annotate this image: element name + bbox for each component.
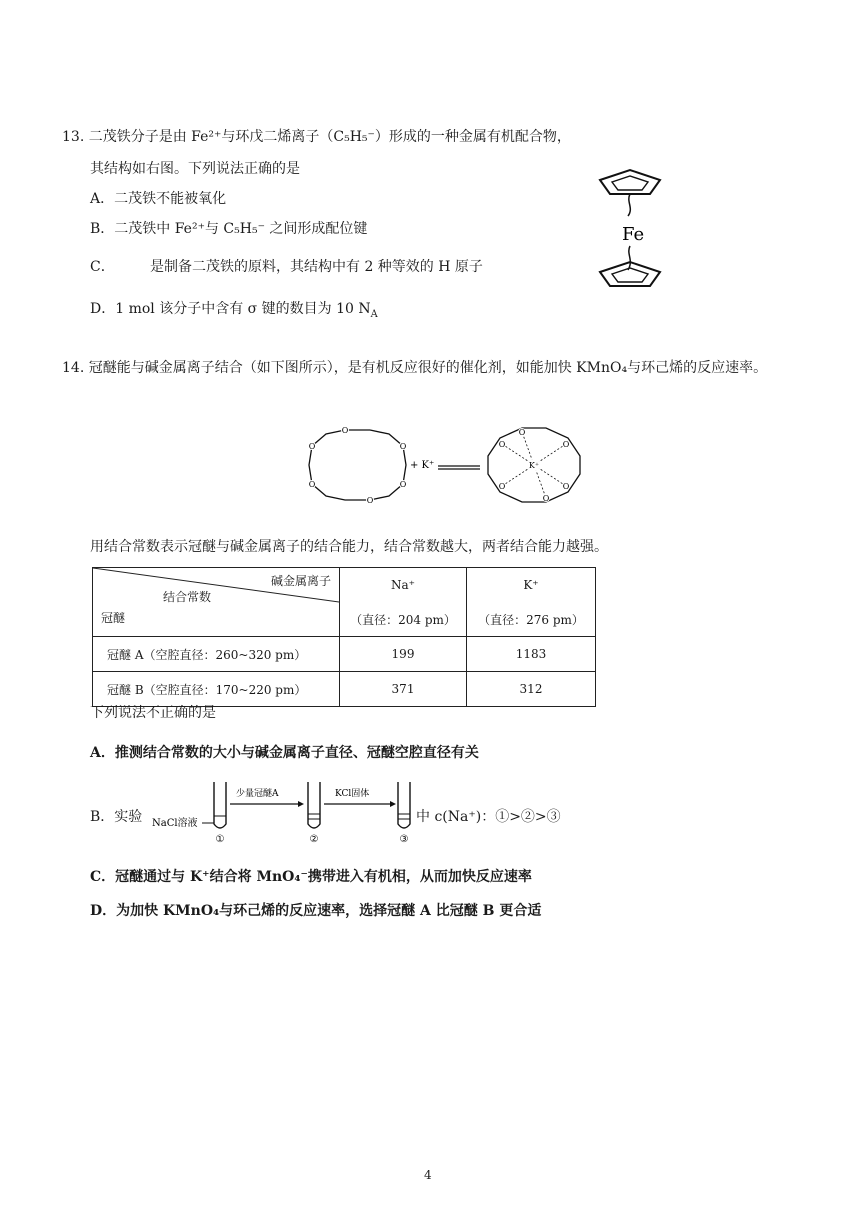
q14-option-b-suffix: 中 c(Na⁺)：①>②>③ xyxy=(416,809,561,825)
ferrocene-structure xyxy=(590,160,670,300)
q13-stem-line1: 13. 二茂铁分子是由 Fe²⁺与环戊二烯离子（C₅H₅⁻）形成的一种金属有机配合物， xyxy=(62,129,571,145)
q13-option-d-text: D．1 mol 该分子中含有 σ 键的数目为 10 N xyxy=(90,301,371,317)
table-row-name: 冠醚 A（空腔直径：260~320 pm） xyxy=(93,637,340,672)
test-tube-1 xyxy=(214,782,226,828)
table-cell-k: 312 xyxy=(467,672,596,707)
q13-option-a: A．二茂铁不能被氧化 xyxy=(90,191,227,207)
left-ring-oxygen-6: O xyxy=(399,480,407,489)
table-row-name: 冠醚 B（空腔直径：170~220 pm） xyxy=(93,672,340,707)
nacl-solution-label: NaCl溶液 xyxy=(152,818,198,829)
right-ring-oxygen-4: O xyxy=(562,440,570,449)
left-ring-oxygen-1: O xyxy=(341,426,349,435)
table-header-na: Na⁺ xyxy=(340,568,467,603)
q14-option-c: C．冠醚通过与 K⁺结合将 MnO₄⁻携带进入有机相，从而加快反应速率 xyxy=(90,869,532,885)
table-corner-cell xyxy=(93,568,340,637)
q14-intro: 用结合常数表示冠醚与碱金属离子的结合能力，结合常数越大，两者结合能力越强。 xyxy=(90,539,608,555)
right-ring-oxygen-2: O xyxy=(542,494,550,503)
reaction-plus-k: + K⁺ xyxy=(410,460,435,471)
left-ring-oxygen-4: O xyxy=(399,442,407,451)
table-header-binding-constant: 结合常数 xyxy=(163,590,212,604)
left-ring-oxygen-2: O xyxy=(366,496,374,505)
step1-label: 少量冠醚A xyxy=(236,789,279,799)
table-header-k-diameter: （直径：276 pm） xyxy=(467,602,596,637)
right-ring-oxygen-6: O xyxy=(562,482,570,491)
q14-option-a: A．推测结合常数的大小与碱金属离子直径、冠醚空腔直径有关 xyxy=(90,745,479,761)
right-ring-oxygen-1: O xyxy=(518,428,526,437)
table-header-alkali-ion: 碱金属离子 xyxy=(270,574,331,588)
table-header-na-diameter: （直径：204 pm） xyxy=(340,602,467,637)
test-tube-3 xyxy=(398,782,410,828)
table-row xyxy=(93,637,596,672)
fe-label: Fe xyxy=(622,224,645,245)
q13-option-c-text: 是制备二茂铁的原料，其结构中有 2 种等效的 H 原子 xyxy=(150,259,483,275)
q13-option-b: B．二茂铁中 Fe²⁺与 C₅H₅⁻ 之间形成配位键 xyxy=(90,221,368,237)
binding-constant-table xyxy=(92,567,596,707)
tube-3-label: ③ xyxy=(399,834,409,845)
table-cell-na: 199 xyxy=(340,637,467,672)
center-potassium-ion: K⁺ xyxy=(528,461,540,470)
step2-label: KCl固体 xyxy=(335,789,370,799)
tube-2-label: ② xyxy=(309,834,319,845)
table-header-crown-ether: 冠醚 xyxy=(101,611,126,625)
crown-ether-reaction-figure xyxy=(290,420,610,510)
table-cell-na: 371 xyxy=(340,672,467,707)
tube-1-label: ① xyxy=(215,834,225,845)
table-cell-k: 1183 xyxy=(467,637,596,672)
experiment-diagram xyxy=(150,776,420,848)
q14-question: 下列说法不正确的是 xyxy=(90,705,216,721)
q13-stem-line2: 其结构如右图。下列说法正确的是 xyxy=(90,161,300,177)
q13-option-d-subscript: A xyxy=(370,308,378,320)
q13-option-c-label: C． xyxy=(90,259,115,275)
test-tube-2 xyxy=(308,782,320,828)
q13-option-d xyxy=(90,298,378,320)
left-ring-oxygen-5: O xyxy=(308,480,316,489)
q14-option-d: D．为加快 KMnO₄与环己烯的反应速率，选择冠醚 A 比冠醚 B 更合适 xyxy=(90,903,542,919)
right-ring-oxygen-5: O xyxy=(498,482,506,491)
q14-stem: 14. 冠醚能与碱金属离子结合（如下图所示），是有机反应很好的催化剂，如能加快 KMnO₄与环己烯的反应速率。 xyxy=(62,360,768,376)
page-number: 4 xyxy=(424,1168,432,1182)
table-header-k: K⁺ xyxy=(467,568,596,603)
right-ring-oxygen-3: O xyxy=(498,440,506,449)
q14-option-b-prefix: B．实验 xyxy=(90,809,143,825)
left-ring-oxygen-3: O xyxy=(308,442,316,451)
